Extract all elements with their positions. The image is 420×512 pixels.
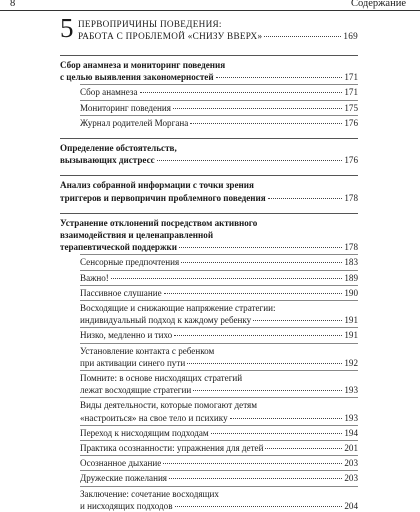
section-rule <box>60 138 358 139</box>
entry-text-line: Виды деятельности, которые помогают детям <box>80 400 257 411</box>
toc-item <box>60 345 358 369</box>
item-rule <box>80 300 358 301</box>
entry-text-line: Установление контакта с ребенком <box>80 345 215 356</box>
entry-page: 178 <box>344 192 358 203</box>
toc-entries <box>60 52 358 512</box>
dot-leader <box>111 278 343 279</box>
entry-last-line <box>80 272 358 284</box>
entry-text-line: Мониторинг поведения <box>80 102 171 113</box>
entry-last-line <box>80 314 358 326</box>
item-rule <box>80 370 358 371</box>
entry-text-line: триггеров и первопричин проблемного поведения <box>60 192 266 203</box>
dot-leader <box>187 363 342 364</box>
entry-text-line: и нисходящих подходов <box>80 500 173 511</box>
entry-page: 203 <box>344 473 358 484</box>
entry-text-line: индивидуальный подход к каждому ребенку <box>80 315 252 326</box>
entry-text-line: Восходящие и снижающие напряжение стратегии: <box>80 303 276 314</box>
toc-item <box>60 272 358 284</box>
toc-item <box>60 399 358 423</box>
item-rule <box>80 285 358 286</box>
dot-leader <box>140 92 343 93</box>
toc-item <box>60 302 358 326</box>
entry-text-line: вызывающих дистресс <box>60 155 155 166</box>
dot-leader <box>230 418 343 419</box>
entry-text-line: при активации синего пути <box>80 357 186 368</box>
dot-leader <box>174 335 342 336</box>
dot-leader <box>190 123 342 124</box>
entry-page: 191 <box>344 330 358 341</box>
toc-section <box>60 142 358 166</box>
entry-last-line <box>80 427 358 439</box>
chapter-title <box>78 18 358 42</box>
running-head: Содержание <box>350 0 406 9</box>
toc-item <box>60 427 358 439</box>
section-gap <box>60 166 358 172</box>
entry-page: 176 <box>344 117 358 128</box>
entry-text-line: Сбор анамнеза и мониторинг поведения <box>60 60 226 70</box>
entry-page: 183 <box>344 257 358 268</box>
item-rule <box>80 270 358 271</box>
entry-page: 190 <box>344 287 358 298</box>
item-rule <box>80 397 358 398</box>
entry-text-line: Устранение отклонений посредством активного <box>60 217 258 228</box>
entry-text-line: Журнал родителей Моргана <box>80 117 189 128</box>
toc-section <box>60 179 358 203</box>
entry-page: 171 <box>344 87 358 98</box>
section-rule <box>60 55 358 56</box>
item-rule <box>80 84 358 85</box>
entry-text-line: Заключение: сочетание восходящих <box>80 488 219 499</box>
dot-leader <box>175 506 343 507</box>
toc-item <box>60 102 358 114</box>
toc-item <box>60 457 358 469</box>
toc-item <box>60 329 358 341</box>
item-rule <box>80 455 358 456</box>
entry-text-line: Определение обстоятельств, <box>60 143 177 154</box>
entry-last-line <box>60 192 358 204</box>
section-gap <box>60 204 358 210</box>
entry-text-line: Пассивное слушание <box>80 287 162 298</box>
toc-item <box>60 372 358 396</box>
entry-page: 171 <box>344 72 358 83</box>
entry-page: 191 <box>344 315 358 326</box>
section-rule <box>60 175 358 176</box>
entry-page: 201 <box>344 443 358 454</box>
item-rule <box>80 470 358 471</box>
item-rule <box>80 115 358 116</box>
dot-leader <box>181 262 342 263</box>
toc-item <box>60 86 358 98</box>
item-rule <box>80 327 358 328</box>
entry-page: 193 <box>344 385 358 396</box>
entry-text-line: «настроиться» на свое тело и психику <box>80 412 228 423</box>
entry-page: 204 <box>344 500 358 511</box>
toc-section <box>60 217 358 254</box>
entry-page: 194 <box>344 427 358 438</box>
page-number: 8 <box>10 0 16 9</box>
page-header <box>0 0 420 12</box>
entry-text-line: взаимодействия и целенаправленной <box>60 230 214 241</box>
chapter-number: 5 <box>60 13 74 43</box>
entry-text-line: Сбор анамнеза <box>80 87 138 98</box>
toc-item <box>60 488 358 512</box>
entry-last-line <box>80 329 358 341</box>
item-rule <box>80 486 358 487</box>
entry-last-line <box>80 117 358 129</box>
dot-leader <box>216 77 343 78</box>
dot-leader <box>164 293 343 294</box>
toc-item <box>60 117 358 129</box>
section-rule <box>60 213 358 214</box>
chapter-heading <box>60 13 358 47</box>
item-rule <box>80 425 358 426</box>
toc-item <box>60 287 358 299</box>
entry-page: 178 <box>344 242 358 253</box>
entry-text-line: Осознанное дыхание <box>80 458 162 469</box>
dot-leader <box>193 390 342 391</box>
item-rule <box>80 343 358 344</box>
chapter-title-line2: РАБОТА С ПРОБЛЕМОЙ «СНИЗУ ВВЕРХ» <box>78 31 263 41</box>
entry-last-line <box>80 357 358 369</box>
dot-leader <box>253 320 342 321</box>
entry-text-line: лежат восходящие стратегии <box>80 385 192 396</box>
entry-text-line: с целью выявления закономерностей <box>60 72 214 83</box>
toc-item <box>60 256 358 268</box>
entry-last-line <box>80 500 358 512</box>
entry-text-line: Помните: в основе нисходящих стратегий <box>80 373 243 384</box>
entry-text-line: Практика осознанности: упражнения для детей <box>80 443 264 454</box>
entry-page: 193 <box>344 412 358 423</box>
item-rule <box>80 254 358 255</box>
entry-last-line <box>80 86 358 98</box>
dot-leader <box>268 198 343 199</box>
chapter-page: 169 <box>343 31 358 41</box>
dot-leader <box>163 463 342 464</box>
header-rule <box>0 10 420 11</box>
entry-page: 192 <box>344 357 358 368</box>
item-rule <box>80 440 358 441</box>
dot-leader <box>211 433 343 434</box>
entry-text-line: Дружеские пожелания <box>80 473 167 484</box>
dot-leader <box>265 448 342 449</box>
section-gap <box>60 129 358 135</box>
entry-page: 175 <box>344 102 358 113</box>
entry-last-line <box>80 412 358 424</box>
entry-last-line <box>60 154 358 166</box>
dot-leader <box>264 36 341 37</box>
dot-leader <box>173 108 342 109</box>
entry-text-line: Важно! <box>80 272 109 283</box>
dot-leader <box>157 160 343 161</box>
entry-last-line <box>80 457 358 469</box>
entry-last-line <box>80 442 358 454</box>
item-rule <box>80 100 358 101</box>
chapter-title-line1: ПЕРВОПРИЧИНЫ ПОВЕДЕНИЯ: <box>78 19 222 29</box>
toc-item <box>60 442 358 454</box>
entry-last-line <box>80 287 358 299</box>
dot-leader <box>179 247 342 248</box>
entry-last-line <box>80 256 358 268</box>
entry-last-line <box>60 71 358 83</box>
entry-text-line: терапевтической поддержки <box>60 242 178 253</box>
entry-page: 203 <box>344 458 358 469</box>
toc-item <box>60 472 358 484</box>
entry-last-line <box>80 102 358 114</box>
entry-text-line: Низко, медленно и тихо <box>80 330 173 341</box>
entry-last-line <box>80 472 358 484</box>
entry-text-line: Сенсорные предпочтения <box>80 257 180 268</box>
toc-section <box>60 59 358 83</box>
entry-last-line <box>80 384 358 396</box>
entry-text-line: Переход к нисходящим подходам <box>80 427 209 438</box>
entry-page: 189 <box>344 272 358 283</box>
entry-text-line: Анализ собранной информации с точки зрения <box>60 180 254 191</box>
entry-last-line <box>60 241 358 253</box>
dot-leader <box>169 478 342 479</box>
entry-page: 176 <box>344 155 358 166</box>
